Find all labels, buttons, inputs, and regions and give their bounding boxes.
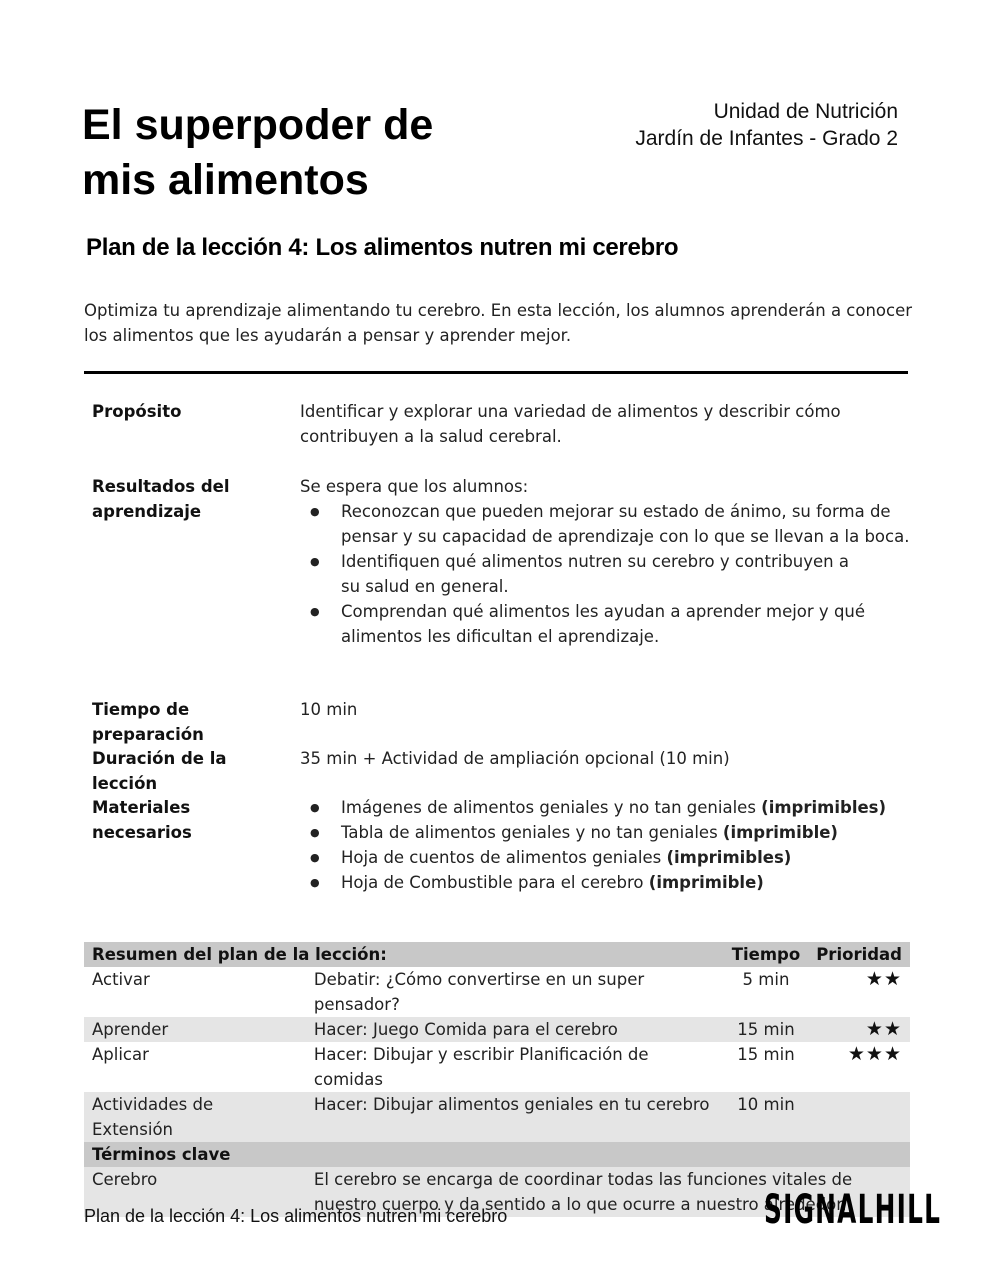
material-tag: (imprimible) [722,823,838,842]
material-item [300,795,910,820]
summary-header-row [84,942,910,967]
footer-text: Plan de la lección 4: Los alimentos nutren mi cerebro [84,1206,508,1226]
outcome-item: ● Identifiquen qué alimentos nutren su cerebro y contribuyen a su salud en general. [300,549,910,599]
prep-time-value: 10 min [300,700,358,719]
summary-row [84,1042,910,1092]
key-terms-header-row [84,1142,910,1167]
intro-paragraph: Optimiza tu aprendizaje alimentando tu cerebro. En esta lección, los alumnos aprenderán a conocer los alimentos que les ayudarán a pensar y aprender mejor. [84,301,913,345]
activity-cell: Hacer: Dibujar y escribir Planificación de comidas [306,1042,724,1092]
summary-row [84,1017,910,1042]
priority-stars [808,1092,910,1142]
material-text: Hoja de Combustible para el cerebro [341,873,649,892]
document-title [82,98,552,208]
prep-time-label: Tiempo de preparación [92,700,204,744]
purpose-label: Propósito [92,402,182,421]
activity-cell: Hacer: Dibujar alimentos geniales en tu cerebro [306,1092,724,1142]
time-column-header: Tiempo [724,942,808,967]
section-divider [84,371,908,374]
material-item [300,845,910,870]
term-cell: Cerebro [84,1167,306,1217]
signalhill-logo: SIGNALHILL [764,1187,942,1233]
materials-block [300,795,910,895]
material-text: Hoja de cuentos de alimentos geniales [341,848,667,867]
phase-cell: Aplicar [84,1042,306,1092]
lesson-subtitle: Plan de la lección 4: Los alimentos nutren mi cerebro [86,234,679,261]
outcome-item: ● Reconozcan que pueden mejorar su estado de ánimo, su forma de pensar y su capacidad de aprendizaje con lo que se llevan a la boca. [300,499,910,549]
unit-info [635,98,898,152]
grade-range: Jardín de Infantes - Grado 2 [635,127,898,150]
material-text: Imágenes de alimentos geniales y no tan geniales [341,798,762,817]
outcomes-label: Resultados del aprendizaje [92,477,230,521]
material-text: Tabla de alimentos geniales y no tan geniales [341,823,723,842]
priority-stars: ★★ [808,1017,910,1042]
material-tag: (imprimible) [648,873,764,892]
summary-row [84,967,910,1017]
definition-cell: El cerebro se encarga de coordinar todas las funciones vitales de nuestro cuerpo y da sentido a lo que ocurre a nuestro alrededor. [306,1167,910,1217]
material-tag: (imprimibles) [666,848,792,867]
title-line-1: El superpoder de [82,101,434,149]
outcomes-block [300,474,910,649]
activity-cell: Debatir: ¿Cómo convertirse en un super pensador? [306,967,724,1017]
phase-cell: Activar [84,967,306,1017]
phase-cell: Aprender [84,1017,306,1042]
lesson-summary-table [84,942,910,1217]
unit-name: Unidad de Nutrición [713,100,898,123]
material-item [300,820,910,845]
duration-value: 35 min + Actividad de ampliación opcional (10 min) [300,749,730,768]
materials-label: Materiales necesarios [92,798,192,842]
time-cell: 15 min [724,1017,808,1042]
title-line-2: mis alimentos [82,156,369,204]
time-cell: 15 min [724,1042,808,1092]
purpose-value: Identificar y explorar una variedad de alimentos y describir cómo contribuyen a la salud cerebral. [300,402,841,446]
duration-label: Duración de la lección [92,749,227,793]
key-terms-title: Términos clave [84,1142,910,1167]
time-cell: 10 min [724,1092,808,1142]
phase-cell: Actividades de Extensión [84,1092,306,1142]
summary-row [84,1092,910,1142]
priority-stars: ★★★ [808,1042,910,1092]
outcomes-intro: Se espera que los alumnos: [300,477,529,496]
priority-stars: ★★ [808,967,910,1017]
material-item [300,870,910,895]
materials-list [300,795,910,895]
time-cell: 5 min [724,967,808,1017]
outcomes-list [300,499,910,649]
activity-cell: Hacer: Juego Comida para el cerebro [306,1017,724,1042]
summary-title: Resumen del plan de la lección: [84,942,724,967]
outcome-item: ● Comprendan qué alimentos les ayudan a aprender mejor y qué alimentos les dificultan el aprendizaje. [300,599,910,649]
material-tag: (imprimibles) [761,798,887,817]
priority-column-header: Prioridad [808,942,910,967]
